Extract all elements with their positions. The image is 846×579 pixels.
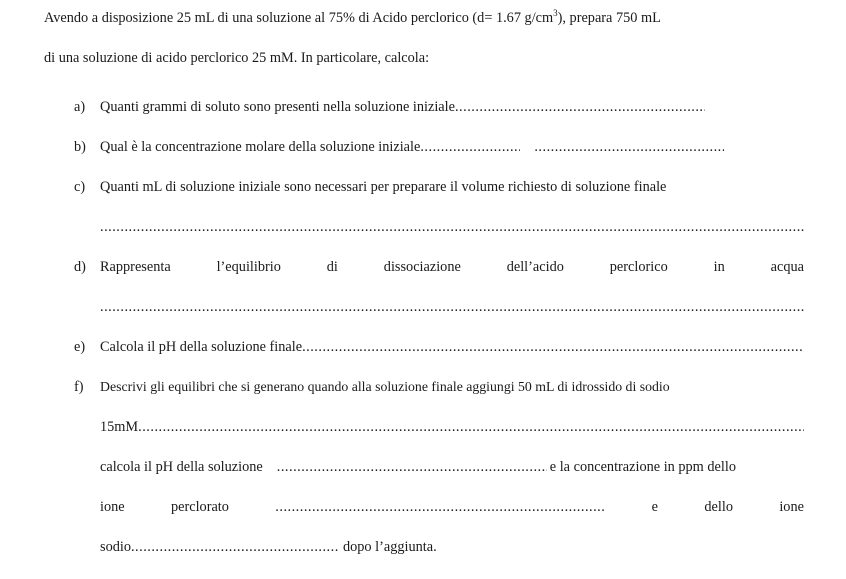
answer-blank-f-3[interactable] (275, 498, 605, 516)
question-d-word: in (713, 259, 725, 275)
question-f-dopo: dopo l’aggiunta. (342, 539, 437, 555)
answer-line-c (100, 218, 804, 236)
question-f-ppm-text: e la concentrazione in ppm dello (549, 459, 736, 475)
question-f-word: dello (704, 499, 733, 515)
question-d-letter: d) (74, 259, 86, 275)
question-a-letter: a) (74, 99, 86, 115)
question-f-word: ione (100, 499, 125, 515)
intro-line-2: di una soluzione di acido perclorico 25 mM. In particolare, calcola: (44, 50, 430, 66)
intro-text-1a: Avendo a disposizione 25 mL di una soluzione al 75% di Acido perclorico (d= 1.67 g/cm (44, 10, 554, 26)
question-f-word: e (651, 499, 659, 515)
question-f-line-5 (100, 538, 804, 556)
question-d-word: Rappresenta (100, 259, 171, 275)
question-f (74, 378, 804, 396)
answer-blank-c[interactable] (100, 218, 804, 236)
question-d-word: perclorico (609, 259, 668, 275)
question-d-word: dissociazione (383, 259, 461, 275)
answer-blank-f-2[interactable] (277, 458, 547, 476)
question-b (74, 138, 804, 156)
question-d-word: acqua (770, 259, 804, 275)
answer-blank-f-4[interactable] (131, 538, 339, 556)
question-f-letter: f) (74, 379, 84, 395)
question-f-word: ione (779, 499, 804, 515)
question-e-letter: e) (74, 339, 86, 355)
intro-line-1 (44, 9, 661, 27)
question-f-line-4 (100, 498, 804, 516)
question-f-15mm: 15mM (100, 419, 139, 435)
answer-blank-b-1[interactable] (420, 138, 520, 156)
intro-superscript: 3 (553, 8, 558, 19)
answer-blank-b-2[interactable] (534, 138, 724, 156)
question-d-word: dell’acido (506, 259, 564, 275)
question-f-line-2 (100, 418, 804, 436)
question-b-letter: b) (74, 139, 86, 155)
answer-blank-f-1[interactable] (138, 418, 804, 436)
question-e-text: Calcola il pH della soluzione finale (100, 339, 303, 355)
question-f-ph-text: calcola il pH della soluzione (100, 459, 263, 475)
question-b-text: Qual è la concentrazione molare della soluzione iniziale (100, 139, 421, 155)
question-f-text: Descrivi gli equilibri che si generano quando alla soluzione finale aggiungi 50 mL di idrossido di sodio (100, 379, 670, 394)
question-a (74, 98, 804, 116)
answer-blank-d[interactable] (100, 298, 804, 316)
question-c-letter: c) (74, 179, 86, 195)
question-c (74, 178, 804, 196)
question-c-text: Quanti mL di soluzione iniziale sono necessari per preparare il volume richiesto di soluzione finale (100, 179, 667, 195)
answer-blank-e[interactable] (302, 338, 804, 356)
question-f-line-3 (100, 458, 804, 476)
question-a-text: Quanti grammi di soluto sono presenti nella soluzione iniziale (100, 99, 455, 115)
answer-blank-a[interactable] (455, 98, 705, 116)
answer-line-d (100, 298, 804, 316)
question-e (74, 338, 804, 356)
question-d-word: l’equilibrio (216, 259, 281, 275)
question-f-sodio: sodio (100, 539, 131, 555)
question-f-word: perclorato (170, 499, 229, 515)
question-d-word: di (326, 259, 338, 275)
intro-text-1b: ), prepara 750 mL (557, 10, 661, 26)
question-d (74, 258, 804, 276)
